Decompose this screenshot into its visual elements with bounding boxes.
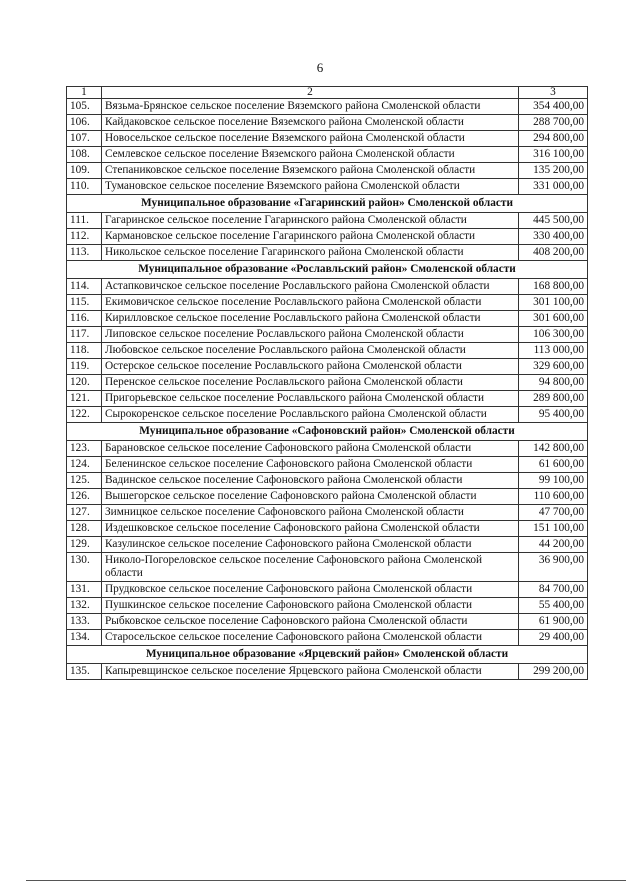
settlement-name: Прудковское сельское поселение Сафоновского района Смоленской области xyxy=(102,582,519,598)
row-amount: 408 200,00 xyxy=(519,245,588,261)
table-row xyxy=(67,131,588,147)
row-amount: 61 600,00 xyxy=(519,457,588,473)
settlement-name: Новосельское сельское поселение Вяземского района Смоленской области xyxy=(102,131,519,147)
row-number: 121. xyxy=(67,391,102,407)
row-number: 109. xyxy=(67,163,102,179)
section-header-row xyxy=(67,261,588,279)
table-row xyxy=(67,537,588,553)
row-amount: 354 400,00 xyxy=(519,99,588,115)
section-title: Муниципальное образование «Ярцевский район» Смоленской области xyxy=(67,646,588,664)
column-header-3: 3 xyxy=(519,87,588,99)
table-row xyxy=(67,457,588,473)
settlement-name: Беленинское сельское поселение Сафоновского района Смоленской области xyxy=(102,457,519,473)
table-row xyxy=(67,311,588,327)
row-amount: 95 400,00 xyxy=(519,407,588,423)
table-row xyxy=(67,664,588,680)
row-amount: 61 900,00 xyxy=(519,614,588,630)
settlement-name: Степаниковское сельское поселение Вяземского района Смоленской области xyxy=(102,163,519,179)
row-number: 130. xyxy=(67,553,102,582)
settlement-name: Издешковское сельское поселение Сафоновского района Смоленской области xyxy=(102,521,519,537)
row-amount: 301 600,00 xyxy=(519,311,588,327)
table-row xyxy=(67,441,588,457)
row-amount: 142 800,00 xyxy=(519,441,588,457)
settlement-name: Никольское сельское поселение Гагаринского района Смоленской области xyxy=(102,245,519,261)
table-row xyxy=(67,213,588,229)
row-amount: 99 100,00 xyxy=(519,473,588,489)
settlement-name: Семлевское сельское поселение Вяземского района Смоленской области xyxy=(102,147,519,163)
row-number: 127. xyxy=(67,505,102,521)
row-amount: 294 800,00 xyxy=(519,131,588,147)
table-row xyxy=(67,245,588,261)
settlement-name: Вадинское сельское поселение Сафоновского района Смоленской области xyxy=(102,473,519,489)
row-number: 108. xyxy=(67,147,102,163)
table-row xyxy=(67,279,588,295)
row-amount: 316 100,00 xyxy=(519,147,588,163)
table-row xyxy=(67,147,588,163)
settlement-name: Рыбковское сельское поселение Сафоновского района Смоленской области xyxy=(102,614,519,630)
row-amount: 331 000,00 xyxy=(519,179,588,195)
settlement-name: Кирилловское сельское поселение Рославльского района Смоленской области xyxy=(102,311,519,327)
settlement-name: Остерское сельское поселение Рославльского района Смоленской области xyxy=(102,359,519,375)
row-number: 129. xyxy=(67,537,102,553)
table-row xyxy=(67,630,588,646)
table-row xyxy=(67,295,588,311)
table-row xyxy=(67,614,588,630)
row-number: 115. xyxy=(67,295,102,311)
section-title: Муниципальное образование «Гагаринский район» Смоленской области xyxy=(67,195,588,213)
row-number: 107. xyxy=(67,131,102,147)
table-row xyxy=(67,521,588,537)
settlement-name: Барановское сельское поселение Сафоновского района Смоленской области xyxy=(102,441,519,457)
section-title: Муниципальное образование «Сафоновский район» Смоленской области xyxy=(67,423,588,441)
settlement-name: Старосельское сельское поселение Сафоновского района Смоленской области xyxy=(102,630,519,646)
table-row xyxy=(67,553,588,582)
row-amount: 110 600,00 xyxy=(519,489,588,505)
row-number: 131. xyxy=(67,582,102,598)
section-header-row xyxy=(67,423,588,441)
row-amount: 47 700,00 xyxy=(519,505,588,521)
row-number: 120. xyxy=(67,375,102,391)
row-amount: 151 100,00 xyxy=(519,521,588,537)
row-number: 113. xyxy=(67,245,102,261)
column-header-2: 2 xyxy=(102,87,519,99)
row-number: 112. xyxy=(67,229,102,245)
settlement-name: Екимовичское сельское поселение Рославльского района Смоленской области xyxy=(102,295,519,311)
table-body xyxy=(67,87,588,680)
row-amount: 135 200,00 xyxy=(519,163,588,179)
row-number: 116. xyxy=(67,311,102,327)
row-amount: 288 700,00 xyxy=(519,115,588,131)
row-amount: 29 400,00 xyxy=(519,630,588,646)
row-number: 126. xyxy=(67,489,102,505)
settlement-name: Николо-Погореловское сельское поселение Сафоновского района Смоленской области xyxy=(102,553,519,582)
table-row xyxy=(67,489,588,505)
row-amount: 329 600,00 xyxy=(519,359,588,375)
row-number: 111. xyxy=(67,213,102,229)
row-amount: 168 800,00 xyxy=(519,279,588,295)
row-number: 132. xyxy=(67,598,102,614)
table-row xyxy=(67,375,588,391)
row-amount: 94 800,00 xyxy=(519,375,588,391)
page-number: 6 xyxy=(316,60,324,75)
settlement-name: Сырокоренское сельское поселение Рославльского района Смоленской области xyxy=(102,407,519,423)
table-row xyxy=(67,505,588,521)
row-number: 106. xyxy=(67,115,102,131)
row-number: 128. xyxy=(67,521,102,537)
settlement-name: Перенское сельское поселение Рославльского района Смоленской области xyxy=(102,375,519,391)
table-row xyxy=(67,582,588,598)
settlement-name: Казулинское сельское поселение Сафоновского района Смоленской области xyxy=(102,537,519,553)
row-number: 134. xyxy=(67,630,102,646)
settlement-name: Любовское сельское поселение Рославльского района Смоленской области xyxy=(102,343,519,359)
settlement-name: Вышегорское сельское поселение Сафоновского района Смоленской области xyxy=(102,489,519,505)
table-row xyxy=(67,327,588,343)
row-number: 133. xyxy=(67,614,102,630)
settlement-name: Липовское сельское поселение Рославльского района Смоленской области xyxy=(102,327,519,343)
row-amount: 113 000,00 xyxy=(519,343,588,359)
section-title: Муниципальное образование «Рославльский район» Смоленской области xyxy=(67,261,588,279)
row-number: 135. xyxy=(67,664,102,680)
section-header-row xyxy=(67,195,588,213)
section-header-row xyxy=(67,646,588,664)
table-row xyxy=(67,598,588,614)
row-number: 105. xyxy=(67,99,102,115)
allocation-table xyxy=(66,86,588,680)
settlement-name: Пушкинское сельское поселение Сафоновского района Смоленской области xyxy=(102,598,519,614)
table-row xyxy=(67,391,588,407)
row-number: 110. xyxy=(67,179,102,195)
row-amount: 330 400,00 xyxy=(519,229,588,245)
table-row xyxy=(67,407,588,423)
row-number: 118. xyxy=(67,343,102,359)
settlement-name: Кармановское сельское поселение Гагаринского района Смоленской области xyxy=(102,229,519,245)
row-amount: 445 500,00 xyxy=(519,213,588,229)
row-amount: 55 400,00 xyxy=(519,598,588,614)
row-number: 123. xyxy=(67,441,102,457)
table-row xyxy=(67,163,588,179)
row-amount: 299 200,00 xyxy=(519,664,588,680)
row-amount: 44 200,00 xyxy=(519,537,588,553)
table-row xyxy=(67,115,588,131)
settlement-name: Гагаринское сельское поселение Гагаринского района Смоленской области xyxy=(102,213,519,229)
row-number: 114. xyxy=(67,279,102,295)
table-row xyxy=(67,229,588,245)
table-row xyxy=(67,99,588,115)
row-amount: 84 700,00 xyxy=(519,582,588,598)
row-number: 117. xyxy=(67,327,102,343)
row-number: 125. xyxy=(67,473,102,489)
table-header-row xyxy=(67,87,588,99)
table-row xyxy=(67,343,588,359)
row-number: 119. xyxy=(67,359,102,375)
settlement-name: Пригорьевское сельское поселение Рославльского района Смоленской области xyxy=(102,391,519,407)
row-amount: 36 900,00 xyxy=(519,553,588,582)
settlement-name: Астапковичское сельское поселение Рославльского района Смоленской области xyxy=(102,279,519,295)
settlement-name: Зимницкое сельское поселение Сафоновского района Смоленской области xyxy=(102,505,519,521)
row-number: 124. xyxy=(67,457,102,473)
table-row xyxy=(67,179,588,195)
settlement-name: Кайдаковское сельское поселение Вяземского района Смоленской области xyxy=(102,115,519,131)
column-header-1: 1 xyxy=(67,87,102,99)
row-amount: 289 800,00 xyxy=(519,391,588,407)
row-amount: 301 100,00 xyxy=(519,295,588,311)
row-number: 122. xyxy=(67,407,102,423)
settlement-name: Тумановское сельское поселение Вяземского района Смоленской области xyxy=(102,179,519,195)
table-row xyxy=(67,473,588,489)
row-amount: 106 300,00 xyxy=(519,327,588,343)
settlement-name: Капыревщинское сельское поселение Ярцевского района Смоленской области xyxy=(102,664,519,680)
table-row xyxy=(67,359,588,375)
settlement-name: Вязьма-Брянское сельское поселение Вяземского района Смоленской области xyxy=(102,99,519,115)
bottom-rule xyxy=(26,880,626,881)
